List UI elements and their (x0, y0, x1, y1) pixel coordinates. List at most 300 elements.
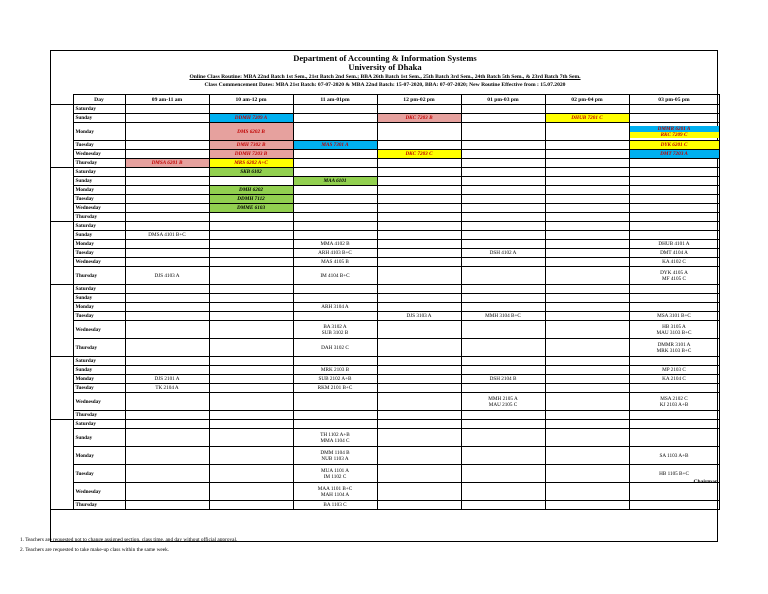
slot-cell (125, 159, 209, 168)
course-entry: MRK 3103 B+C (656, 347, 692, 354)
slot-cell (377, 195, 461, 204)
day-label: Sunday (73, 366, 125, 375)
slot-cell (125, 231, 209, 240)
col-day: Day (73, 95, 125, 105)
slot-cell (545, 114, 629, 123)
slot-cell (377, 150, 461, 159)
slot-cell (377, 429, 461, 447)
course-entry: DYK 4105 A (660, 269, 688, 276)
slot-cell (545, 240, 629, 249)
slot-cell (545, 429, 629, 447)
table-row (51, 222, 719, 231)
course-entry: DMMR 6201 A (630, 126, 719, 132)
table-row (51, 177, 719, 186)
slot-cell (377, 393, 461, 411)
slot-cell (209, 267, 293, 285)
slot-cell (629, 411, 719, 420)
slot-cell (461, 366, 545, 375)
table-row (51, 321, 719, 339)
slot-cell (125, 168, 209, 177)
slot-cell (377, 168, 461, 177)
slot-cell (125, 357, 209, 366)
table-row (51, 231, 719, 240)
day-label: Saturday (73, 222, 125, 231)
table-row (51, 285, 719, 294)
slot-cell (545, 411, 629, 420)
slot-cell (461, 240, 545, 249)
slot-cell (209, 114, 293, 123)
course-entry: DDMH 7203 B (210, 151, 293, 157)
course-entry: MUA 1101 A (320, 467, 350, 474)
course-entry: DJS 2101 A (154, 376, 180, 382)
day-label: Monday (73, 123, 125, 141)
course-entry: KA 4102 C (662, 259, 686, 265)
slot-cell (377, 501, 461, 510)
slot-cell (629, 447, 719, 465)
slot-cell (293, 141, 377, 150)
slot-cell (377, 303, 461, 312)
course-entry: ARH 3104 A (321, 304, 349, 310)
slot-cell (377, 186, 461, 195)
slot-cell (293, 294, 377, 303)
table-row (51, 420, 719, 429)
table-row (51, 258, 719, 267)
slot-cell (461, 150, 545, 159)
slot-cell (209, 357, 293, 366)
slot-cell (293, 393, 377, 411)
slot-cell (125, 420, 209, 429)
table-row (51, 213, 719, 222)
slot-cell (545, 195, 629, 204)
slot-cell (461, 483, 545, 501)
col-02-04: 02 pm-04 pm (545, 95, 629, 105)
slot-cell (461, 357, 545, 366)
day-label: Wednesday (73, 483, 125, 501)
slot-cell (293, 447, 377, 465)
slot-cell (209, 240, 293, 249)
slot-cell (629, 312, 719, 321)
commencement-dates: Class Commencement Dates: MBA 21st Batch: 07-07-2020 & MBA 22nd Batch: 15-07-2020, BBA: 07-07-2020; New Routine Effective from : 15.07.2020 (204, 82, 566, 88)
routine-subtitle: Online Class Routine: MBA 22nd Batch 1st Sem., 21st Batch 2nd Sem.; BBA 26th Batch 1st Sem., 25th Batch 3rd Sem., 24th Batch 5th Sem., & 23rd Batch 7th Sem. (189, 74, 581, 80)
slot-cell (629, 501, 719, 510)
slot-cell (545, 222, 629, 231)
course-entry: DMME 6103 (210, 205, 293, 211)
course-entry: DDMH 7209 A (210, 115, 293, 121)
slot-cell (461, 222, 545, 231)
slot-cell (125, 141, 209, 150)
slot-cell (209, 258, 293, 267)
slot-cell (377, 420, 461, 429)
slot-cell (293, 177, 377, 186)
slot-cell (629, 123, 719, 141)
slot-cell (461, 411, 545, 420)
slot-cell (293, 204, 377, 213)
course-entry: MP 2103 C (662, 367, 686, 373)
slot-cell (545, 384, 629, 393)
slot-cell (125, 258, 209, 267)
slot-cell (125, 204, 209, 213)
table-row (51, 339, 719, 357)
slot-cell (461, 447, 545, 465)
slot-cell (293, 213, 377, 222)
table-row (51, 375, 719, 384)
slot-cell (293, 375, 377, 384)
slot-cell (461, 258, 545, 267)
day-label: Monday (73, 240, 125, 249)
day-label: Saturday (73, 357, 125, 366)
slot-cell (209, 303, 293, 312)
slot-cell (629, 420, 719, 429)
slot-cell (545, 204, 629, 213)
slot-cell (377, 465, 461, 483)
slot-cell (461, 141, 545, 150)
slot-cell (461, 501, 545, 510)
slot-cell (125, 222, 209, 231)
slot-cell (629, 159, 719, 168)
slot-cell (209, 150, 293, 159)
course-entry: MAH 1104 A (320, 491, 350, 498)
day-label: Wednesday (73, 258, 125, 267)
course-entry: SKB 6102 (210, 169, 293, 175)
routine-table (51, 94, 720, 510)
slot-cell (545, 267, 629, 285)
slot-cell (377, 321, 461, 339)
slot-cell (293, 231, 377, 240)
slot-cell (377, 339, 461, 357)
slot-cell (209, 168, 293, 177)
slot-cell (125, 384, 209, 393)
slot-cell (629, 141, 719, 150)
course-entry: DSH 2104 B (489, 376, 517, 382)
slot-cell (209, 429, 293, 447)
slot-cell (545, 141, 629, 150)
day-label: Tuesday (73, 249, 125, 258)
slot-cell (629, 186, 719, 195)
slot-cell (209, 105, 293, 114)
course-entry: MAA 1101 B+C (317, 485, 353, 492)
slot-cell (377, 375, 461, 384)
slot-cell (545, 501, 629, 510)
slot-cell (461, 105, 545, 114)
slot-cell (629, 204, 719, 213)
slot-cell (629, 294, 719, 303)
slot-cell (377, 357, 461, 366)
slot-cell (209, 465, 293, 483)
slot-cell (125, 465, 209, 483)
course-entry: DSH 4102 A (489, 250, 517, 256)
group-label (51, 168, 73, 222)
col-09-11: 09 am-11 am (125, 95, 209, 105)
table-row (51, 366, 719, 375)
slot-cell (209, 222, 293, 231)
university-title: University of Dhaka (348, 62, 422, 72)
slot-cell (461, 249, 545, 258)
slot-cell (125, 114, 209, 123)
course-entry: MMH 3104 B+C (485, 313, 521, 319)
slot-cell (461, 312, 545, 321)
group-label (51, 357, 73, 420)
slot-cell (545, 375, 629, 384)
slot-cell (293, 465, 377, 483)
slot-cell (545, 447, 629, 465)
slot-cell (377, 258, 461, 267)
col-12-02: 12 pm-02 pm (377, 95, 461, 105)
course-entry: DMH 7302 B (210, 142, 293, 148)
course-entry: DMT 7203 A (630, 151, 719, 157)
slot-cell (629, 285, 719, 294)
slot-cell (629, 231, 719, 240)
slot-cell (293, 303, 377, 312)
slot-cell (461, 339, 545, 357)
day-label: Tuesday (73, 384, 125, 393)
table-row (51, 249, 719, 258)
course-entry: NUB 1103 A (321, 455, 349, 462)
slot-cell (125, 483, 209, 501)
course-entry: BA 1103 C (323, 502, 347, 508)
slot-cell (545, 150, 629, 159)
slot-cell (377, 483, 461, 501)
day-label: Wednesday (73, 393, 125, 411)
day-label: Thursday (73, 501, 125, 510)
slot-cell (461, 303, 545, 312)
slot-cell (293, 429, 377, 447)
slot-cell (461, 195, 545, 204)
slot-cell (209, 141, 293, 150)
day-label: Saturday (73, 285, 125, 294)
course-entry: TK 2104 A (155, 385, 179, 391)
day-label: Sunday (73, 231, 125, 240)
slot-cell (545, 258, 629, 267)
table-row (51, 303, 719, 312)
group-label (51, 420, 73, 510)
slot-cell (125, 123, 209, 141)
slot-cell (461, 285, 545, 294)
slot-cell (629, 105, 719, 114)
course-entry: DYK 6201 C (630, 142, 719, 148)
slot-cell (209, 375, 293, 384)
slot-cell (545, 159, 629, 168)
table-row (51, 483, 719, 501)
slot-cell (461, 393, 545, 411)
day-label: Monday (73, 447, 125, 465)
course-entry: MAS 4105 B (321, 259, 349, 265)
slot-cell (545, 483, 629, 501)
course-entry: TH 1102 A+B (320, 431, 350, 438)
slot-cell (125, 105, 209, 114)
slot-cell (125, 312, 209, 321)
day-label: Thursday (73, 213, 125, 222)
footer-note-2: 2. Teachers are requested to take make-up class within the same week. (20, 547, 170, 553)
course-entry: DMSA 4101 B+C (148, 232, 186, 238)
slot-cell (377, 231, 461, 240)
table-row (51, 168, 719, 177)
course-entry: MRK 2103 B (320, 367, 350, 373)
slot-cell (629, 168, 719, 177)
signature-chairman: Chairman (693, 479, 718, 485)
routine-sheet (50, 50, 718, 542)
col-03-05: 03 pm-05 pm (629, 95, 719, 105)
day-label: Monday (73, 303, 125, 312)
day-label: Tuesday (73, 465, 125, 483)
table-row (51, 393, 719, 411)
course-entry: SUB 3102 B (321, 329, 349, 336)
slot-cell (461, 204, 545, 213)
slot-cell (209, 186, 293, 195)
table-row (51, 114, 719, 123)
slot-cell (461, 429, 545, 447)
slot-cell (209, 447, 293, 465)
slot-cell (461, 186, 545, 195)
course-entry: KJ 2103 A+B (659, 401, 689, 408)
slot-cell (377, 141, 461, 150)
course-entry: DKC 7203 C (378, 151, 461, 157)
slot-cell (545, 168, 629, 177)
course-entry: MSA 2102 C (660, 395, 688, 402)
course-entry: MSA 3101 B+C (657, 313, 691, 319)
slot-cell (209, 213, 293, 222)
slot-cell (293, 249, 377, 258)
slot-cell (293, 114, 377, 123)
slot-cell (629, 249, 719, 258)
day-label: Sunday (73, 114, 125, 123)
slot-cell (461, 168, 545, 177)
table-row (51, 123, 719, 141)
course-entry: MRS 6202 A+C (210, 160, 293, 166)
slot-cell (125, 501, 209, 510)
table-row (51, 150, 719, 159)
slot-cell (293, 222, 377, 231)
slot-cell (125, 285, 209, 294)
header-row (51, 95, 719, 105)
department-title: Department of Accounting & Information Systems (293, 53, 477, 63)
slot-cell (377, 312, 461, 321)
table-row (51, 411, 719, 420)
slot-cell (125, 150, 209, 159)
slot-cell (545, 177, 629, 186)
table-row (51, 294, 719, 303)
slot-cell (125, 213, 209, 222)
group-label (51, 285, 73, 357)
slot-cell (545, 213, 629, 222)
slot-cell (209, 231, 293, 240)
table-row (51, 105, 719, 114)
slot-cell (629, 114, 719, 123)
course-entry: HB 1105 B+C (659, 470, 689, 477)
slot-cell (629, 357, 719, 366)
table-row (51, 240, 719, 249)
course-entry: MMA 1104 C (320, 437, 350, 444)
course-entry: DMT 4104 A (660, 250, 688, 256)
slot-cell (377, 267, 461, 285)
course-entry: MAA 6101 (294, 178, 377, 184)
slot-cell (545, 357, 629, 366)
slot-cell (461, 321, 545, 339)
slot-cell (293, 411, 377, 420)
course-entry: MF 4105 C (662, 275, 686, 282)
slot-cell (293, 150, 377, 159)
slot-cell (377, 249, 461, 258)
slot-cell (377, 294, 461, 303)
day-label: Saturday (73, 168, 125, 177)
course-entry: DJS 4103 A (154, 272, 180, 279)
day-label: Thursday (73, 267, 125, 285)
slot-cell (461, 213, 545, 222)
slot-cell (125, 429, 209, 447)
course-entry: SUB 2102 A+B (318, 376, 352, 382)
course-entry: MAU 2105 C (488, 401, 518, 408)
slot-cell (293, 123, 377, 141)
course-entry: IM 1102 C (323, 473, 347, 480)
slot-cell (209, 159, 293, 168)
slot-cell (209, 411, 293, 420)
slot-cell (545, 186, 629, 195)
slot-cell (377, 114, 461, 123)
slot-cell (209, 123, 293, 141)
day-label: Sunday (73, 429, 125, 447)
slot-cell (461, 267, 545, 285)
slot-cell (209, 177, 293, 186)
slot-cell (629, 177, 719, 186)
table-row (51, 141, 719, 150)
footer-note-1: 1. Teachers are requested not to change assigned section, class time, and day without official approval. (20, 537, 238, 543)
slot-cell (125, 375, 209, 384)
slot-cell (293, 312, 377, 321)
slot-cell (125, 240, 209, 249)
course-entry: KA 2104 C (662, 376, 686, 382)
col-11-01: 11 am-01pm (293, 95, 377, 105)
day-label: Sunday (73, 294, 125, 303)
day-label: Tuesday (73, 141, 125, 150)
course-entry: DMSA 6201 B (126, 160, 209, 166)
group-label (51, 105, 73, 168)
slot-cell (209, 204, 293, 213)
slot-cell (293, 501, 377, 510)
slot-cell (293, 168, 377, 177)
slot-cell (293, 321, 377, 339)
slot-cell (209, 285, 293, 294)
slot-cell (125, 339, 209, 357)
course-entry: SA 1103 A+B (659, 452, 689, 459)
day-label: Thursday (73, 339, 125, 357)
slot-cell (629, 267, 719, 285)
slot-cell (125, 447, 209, 465)
slot-cell (629, 240, 719, 249)
table-row (51, 357, 719, 366)
course-entry: DHUB 4101 A (658, 241, 690, 247)
slot-cell (629, 483, 719, 501)
table-row (51, 186, 719, 195)
slot-cell (545, 393, 629, 411)
slot-cell (293, 285, 377, 294)
course-entry: MMA 4102 B (320, 241, 350, 247)
group-label (51, 222, 73, 285)
day-label: Thursday (73, 411, 125, 420)
slot-cell (293, 159, 377, 168)
slot-cell (209, 321, 293, 339)
slot-cell (125, 303, 209, 312)
slot-cell (293, 339, 377, 357)
slot-cell (377, 222, 461, 231)
day-label: Sunday (73, 177, 125, 186)
slot-cell (377, 366, 461, 375)
slot-cell (377, 411, 461, 420)
slot-cell (461, 123, 545, 141)
slot-cell (461, 465, 545, 483)
slot-cell (629, 366, 719, 375)
day-label: Tuesday (73, 312, 125, 321)
slot-cell (209, 312, 293, 321)
table-row (51, 447, 719, 465)
